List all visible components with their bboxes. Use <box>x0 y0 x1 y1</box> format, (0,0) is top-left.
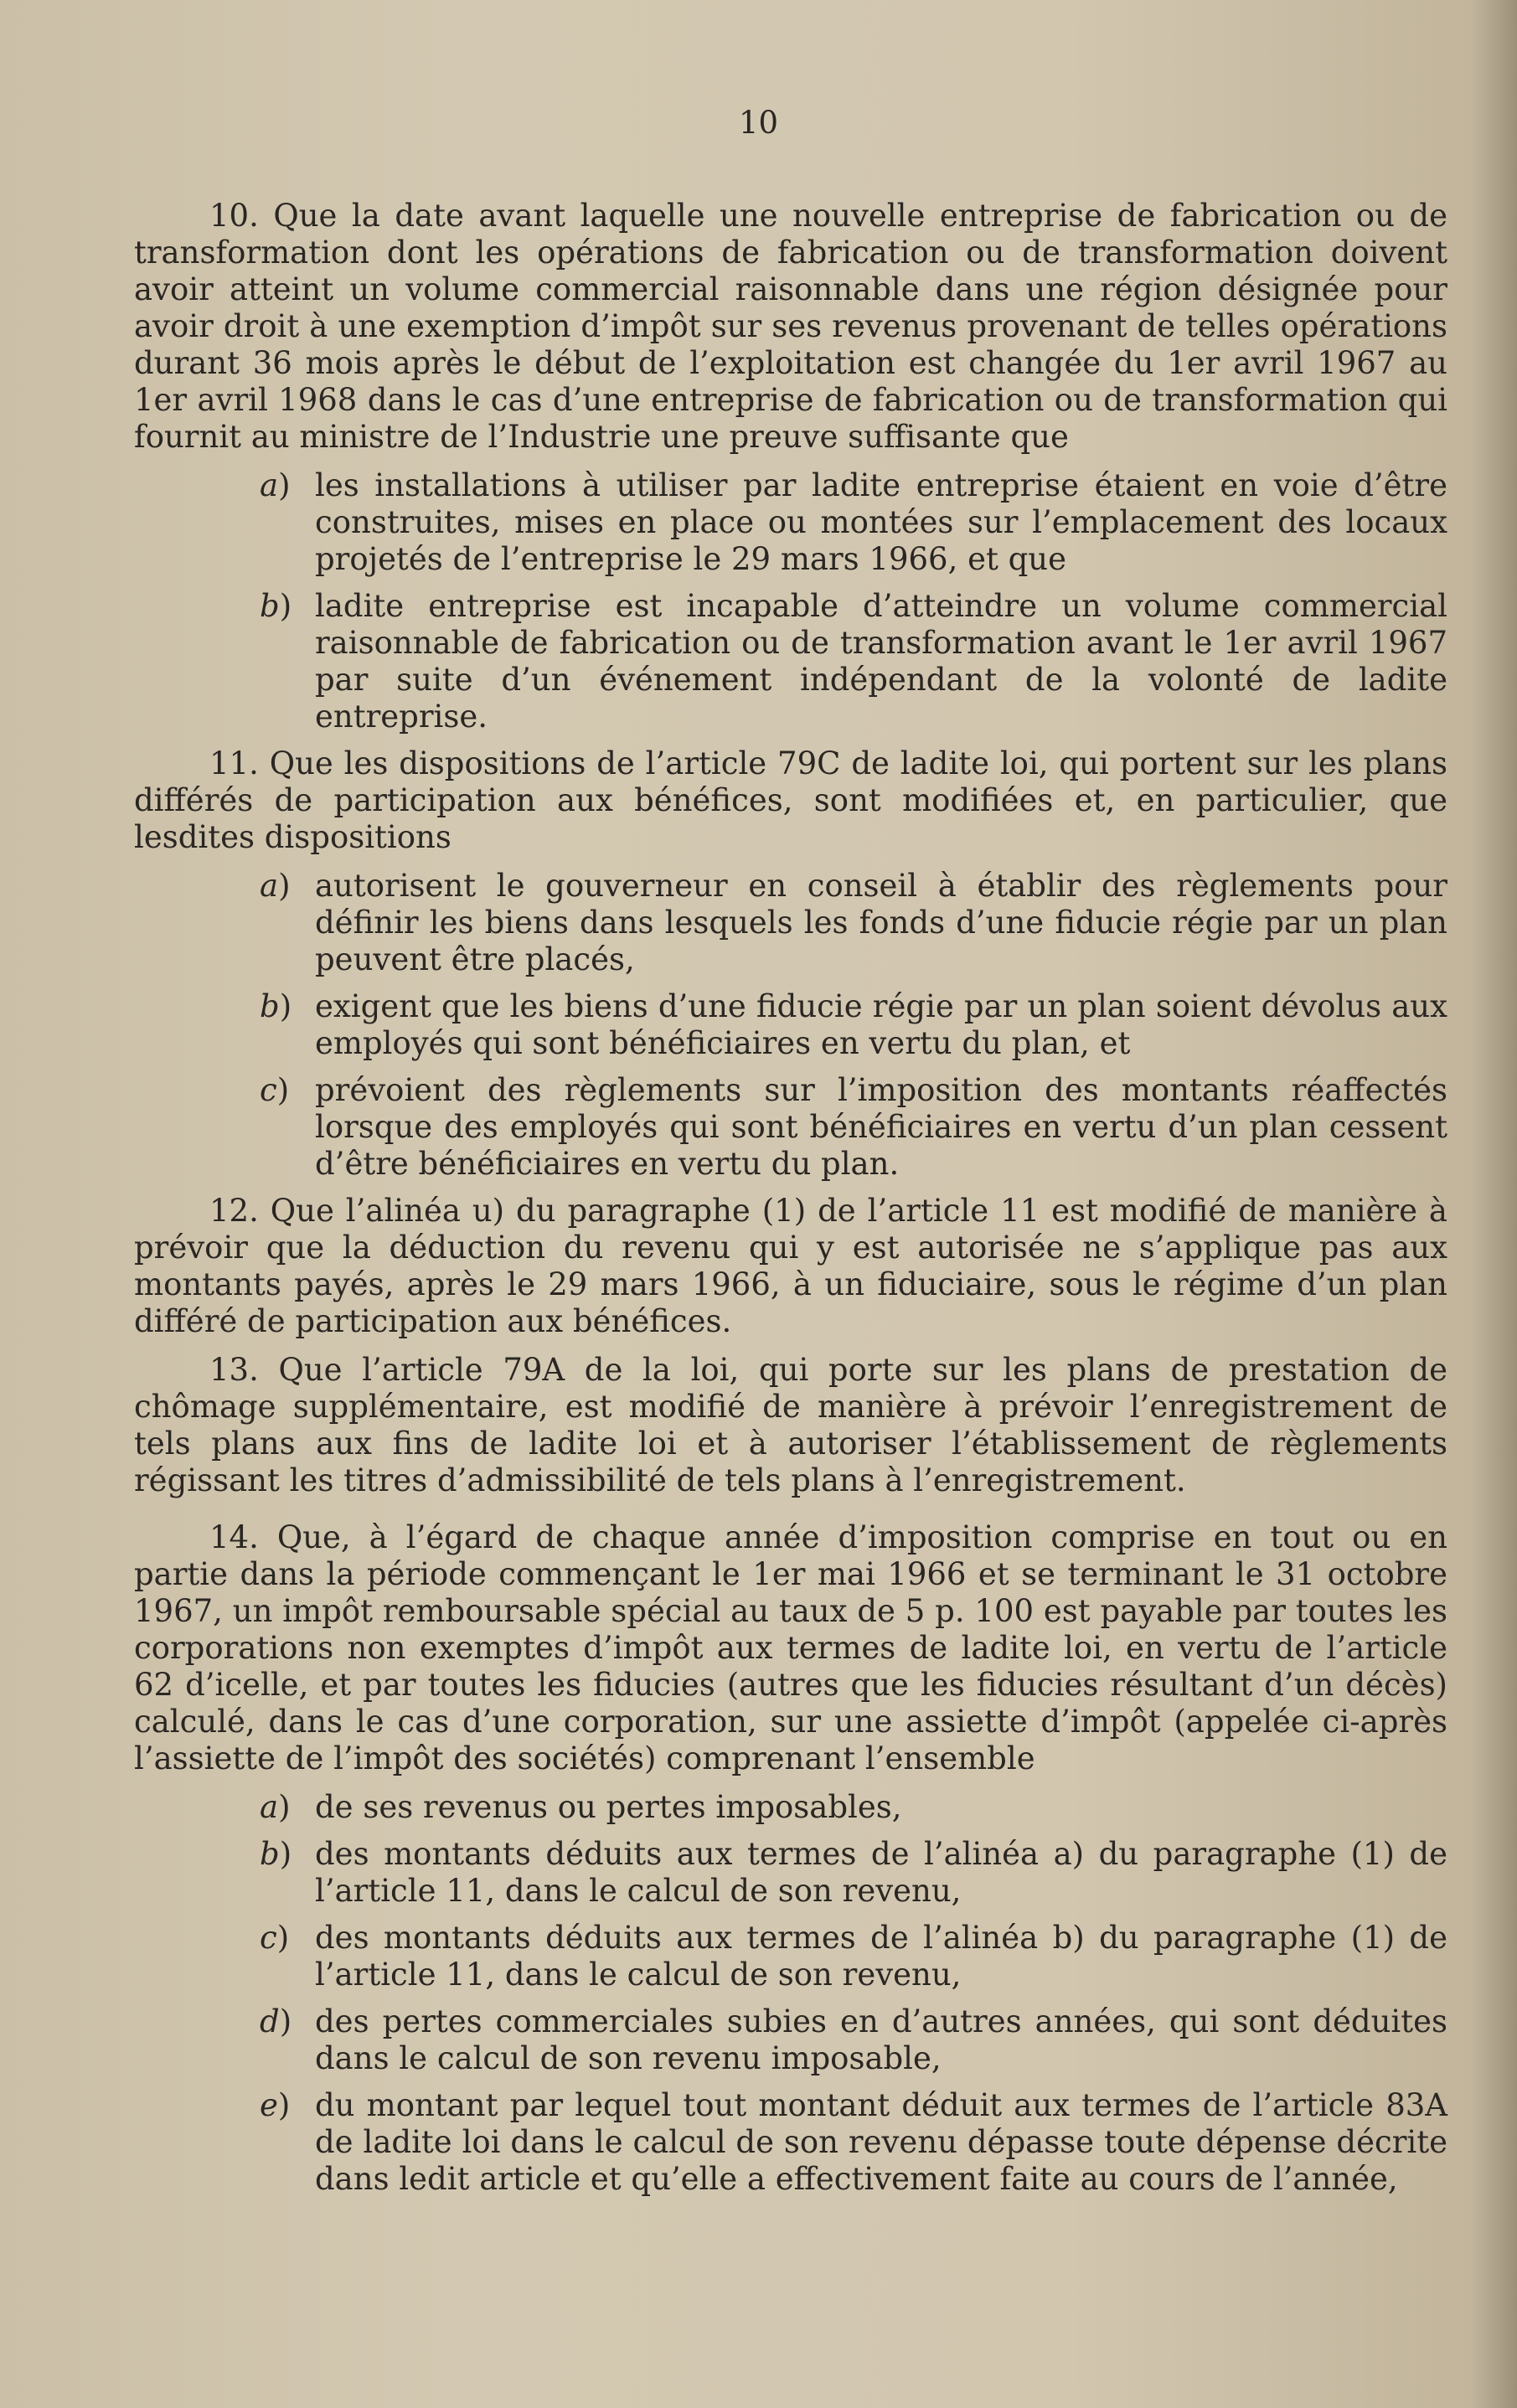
item-label: b) <box>260 588 292 624</box>
list-item <box>134 467 1447 578</box>
item-label: a) <box>260 868 291 904</box>
item-text: prévoient des règlements sur l’imposition des montants réaffectés lorsque des employés qui sont bénéficiaires en vertu d’un plan cessent d’être bénéficiaires en vertu du plan. <box>315 1072 1447 1182</box>
section-10 <box>134 198 1447 456</box>
list-item <box>134 1836 1447 1910</box>
list-item <box>134 988 1447 1062</box>
item-label: d) <box>260 2003 292 2039</box>
list-item <box>134 588 1447 735</box>
section-number: 13. <box>209 1352 259 1388</box>
item-text: ladite entreprise est incapable d’atteindre un volume commercial raisonnable de fabrication ou de transformation avant le 1er avril 1967 par suite d’un événement indépendant de la volonté de ladite entreprise. <box>315 588 1447 735</box>
section-13 <box>134 1352 1447 1499</box>
list-item <box>134 2087 1447 2198</box>
list-item <box>134 868 1447 978</box>
section-number: 10. <box>209 198 259 234</box>
item-label: e) <box>260 2087 291 2123</box>
section-11 <box>134 745 1447 856</box>
page-number: 10 <box>738 105 779 141</box>
item-text: exigent que les biens d’une fiducie régie par un plan soient dévolus aux employés qui sont bénéficiaires en vertu du plan, et <box>315 988 1447 1061</box>
list-item <box>134 1789 1447 1826</box>
section-text: Que l’alinéa u) du paragraphe (1) de l’article 11 est modifié de manière à prévoir que la déduction du revenu qui y est autorisée ne s’applique pas aux montants payés, après le 29 mars 1966, à un fiduciaire, sous le régime d’un plan différé de participation aux bénéfices. <box>134 1193 1447 1339</box>
section-number: 14. <box>209 1519 259 1555</box>
item-label: c) <box>260 1920 290 1956</box>
item-label: c) <box>260 1072 290 1108</box>
list-item <box>134 1072 1447 1183</box>
item-text: de ses revenus ou pertes imposables, <box>315 1789 902 1825</box>
item-label: a) <box>260 467 291 503</box>
section-number: 12. <box>209 1193 259 1229</box>
item-text: du montant par lequel tout montant déduit aux termes de l’article 83A de ladite loi dans le calcul de son revenu dépasse toute dépense décrite dans ledit article et qu’elle a effectivement faite au cours de l’année, <box>315 2087 1447 2197</box>
list-item <box>134 1920 1447 1993</box>
section-text: Que la date avant laquelle une nouvelle entreprise de fabrication ou de transformation dont les opérations de fabrication ou de transformation doivent avoir atteint un volume commercial raisonnable dans une région désignée pour avoir droit à une exemption d’impôt sur ses revenus provenant de telles opérations durant 36 mois après le début de l’exploitation est changée du 1er avril 1967 au 1er avril 1968 dans le cas d’une entreprise de fabrication ou de transformation qui fournit au ministre de l’Industrie une preuve suffisante que <box>134 198 1447 455</box>
section-text: Que l’article 79A de la loi, qui porte sur les plans de prestation de chômage supplémentaire, est modifié de manière à prévoir l’enregistrement de tels plans aux fins de ladite loi et à autoriser l’établissement de règlements régissant les titres d’admissibilité de tels plans à l’enregistrement. <box>134 1352 1447 1498</box>
page-content <box>134 198 1447 2208</box>
section-text: Que, à l’égard de chaque année d’imposition comprise en tout ou en partie dans la période commençant le 1er mai 1966 et se terminant le 31 octobre 1967, un impôt remboursable spécial au taux de 5 p. 100 est payable par toutes les corporations non exemptes d’impôt aux termes de ladite loi, en vertu de l’article 62 d’icelle, et par toutes les fiducies (autres que les fiducies résultant d’un décès) calculé, dans le cas d’une corporation, sur une assiette d’impôt (appelée ci-après l’assiette de l’impôt des sociétés) comprenant l’ensemble <box>134 1519 1447 1776</box>
list-item <box>134 2003 1447 2077</box>
section-12 <box>134 1193 1447 1340</box>
item-text: des montants déduits aux termes de l’alinéa b) du paragraphe (1) de l’article 11, dans le calcul de son revenu, <box>315 1920 1447 1993</box>
item-label: a) <box>260 1789 291 1825</box>
section-number: 11. <box>209 745 259 781</box>
item-text: les installations à utiliser par ladite entreprise étaient en voie d’être construites, mises en place ou montées sur l’emplacement des locaux projetés de l’entreprise le 29 mars 1966, et que <box>315 467 1447 577</box>
section-text: Que les dispositions de l’article 79C de ladite loi, qui portent sur les plans différés de participation aux bénéfices, sont modifiées et, en particulier, que lesdites dispositions <box>134 745 1448 855</box>
item-label: b) <box>260 988 292 1024</box>
item-text: autorisent le gouverneur en conseil à établir des règlements pour définir les biens dans lesquels les fonds d’une fiducie régie par un plan peuvent être placés, <box>315 868 1447 977</box>
item-text: des montants déduits aux termes de l’alinéa a) du paragraphe (1) de l’article 11, dans le calcul de son revenu, <box>315 1836 1447 1909</box>
item-label: b) <box>260 1836 292 1872</box>
item-text: des pertes commerciales subies en d’autres années, qui sont déduites dans le calcul de son revenu imposable, <box>315 2003 1447 2076</box>
section-14 <box>134 1519 1447 1777</box>
